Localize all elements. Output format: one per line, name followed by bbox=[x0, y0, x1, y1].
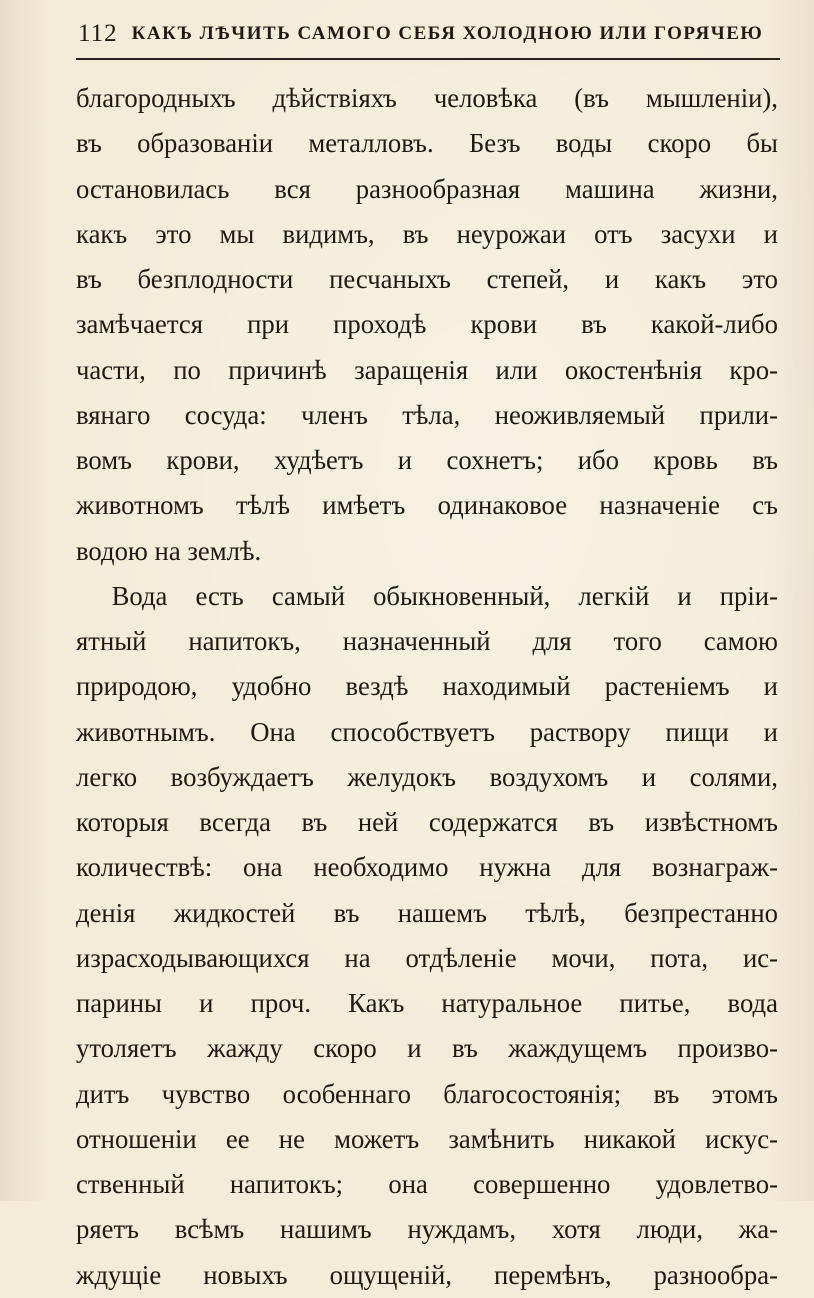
text-line: парины и проч. Какъ натуральное питье, вода bbox=[76, 988, 778, 1018]
text-line: части, по причинѣ заращенія или окостенѣнія кро- bbox=[76, 354, 778, 385]
text-line: природою, удобно вездѣ находимый растеніемъ и bbox=[76, 671, 778, 702]
text-line: легко возбуждаетъ желудокъ воздухомъ и солями, bbox=[76, 761, 778, 792]
text-line: ятный напитокъ, назначенный для того самою bbox=[76, 626, 778, 656]
text-line: утоляетъ жажду скоро и въ жаждущемъ произво- bbox=[76, 1033, 778, 1064]
text-line: замѣчается при проходѣ крови въ какой-либо bbox=[76, 309, 778, 340]
text-line: животнымъ. Она способствуетъ раствору пищи и bbox=[76, 716, 778, 747]
text-line: отношеніи ее не можетъ замѣнить никакой искус- bbox=[76, 1123, 778, 1154]
running-title: КАКЪ ЛѢЧИТЬ САМОГО СЕБЯ ХОЛОДНОЮ ИЛИ ГОРЯЧЕЮ bbox=[131, 23, 764, 44]
body-text bbox=[76, 76, 786, 1298]
text-line: количествѣ: она необходимо нужна для вознаграж- bbox=[76, 852, 778, 883]
text-line: остановилась вся разнообразная машина жизни, bbox=[76, 173, 778, 204]
text-line: Вода есть самый обыкновенный, легкій и пріи- bbox=[111, 580, 778, 611]
text-line: израсходывающихся на отдѣленіе мочи, пота, ис- bbox=[76, 942, 778, 973]
text-line: вомъ крови, худѣетъ и сохнетъ; ибо кровь въ bbox=[76, 445, 778, 475]
text-line: въ безплодности песчаныхъ степей, и какъ это bbox=[76, 264, 778, 294]
text-line: животномъ тѣлѣ имѣетъ одинаковое назначеніе съ bbox=[76, 490, 778, 521]
text-line: въ образованіи металловъ. Безъ воды скоро бы bbox=[76, 128, 778, 159]
text-line: ряетъ всѣмъ нашимъ нуждамъ, хотя люди, жа- bbox=[76, 1214, 778, 1245]
text-line: водою на землѣ. bbox=[76, 535, 262, 566]
text-line: ственный напитокъ; она совершенно удовлетво- bbox=[76, 1169, 778, 1199]
text-line: вянаго сосуда: членъ тѣла, неоживляемый прили- bbox=[76, 399, 778, 430]
header-rule bbox=[76, 58, 780, 60]
text-line: какъ это мы видимъ, въ неурожаи отъ засухи и bbox=[76, 218, 778, 249]
page-number: 112 bbox=[78, 20, 118, 47]
text-line: ждущіе новыхъ ощущеній, перемѣнъ, разнообра- bbox=[76, 1259, 778, 1290]
text-line: денія жидкостей въ нашемъ тѣлѣ, безпрестанно bbox=[76, 897, 778, 928]
text-line: благородныхъ дѣйствіяхъ человѣка (въ мышленіи), bbox=[76, 83, 778, 113]
running-header bbox=[78, 14, 778, 54]
text-line: дитъ чувство особеннаго благосостоянія; въ этомъ bbox=[76, 1078, 778, 1109]
text-line: которыя всегда въ ней содержатся въ извѣстномъ bbox=[76, 807, 778, 837]
